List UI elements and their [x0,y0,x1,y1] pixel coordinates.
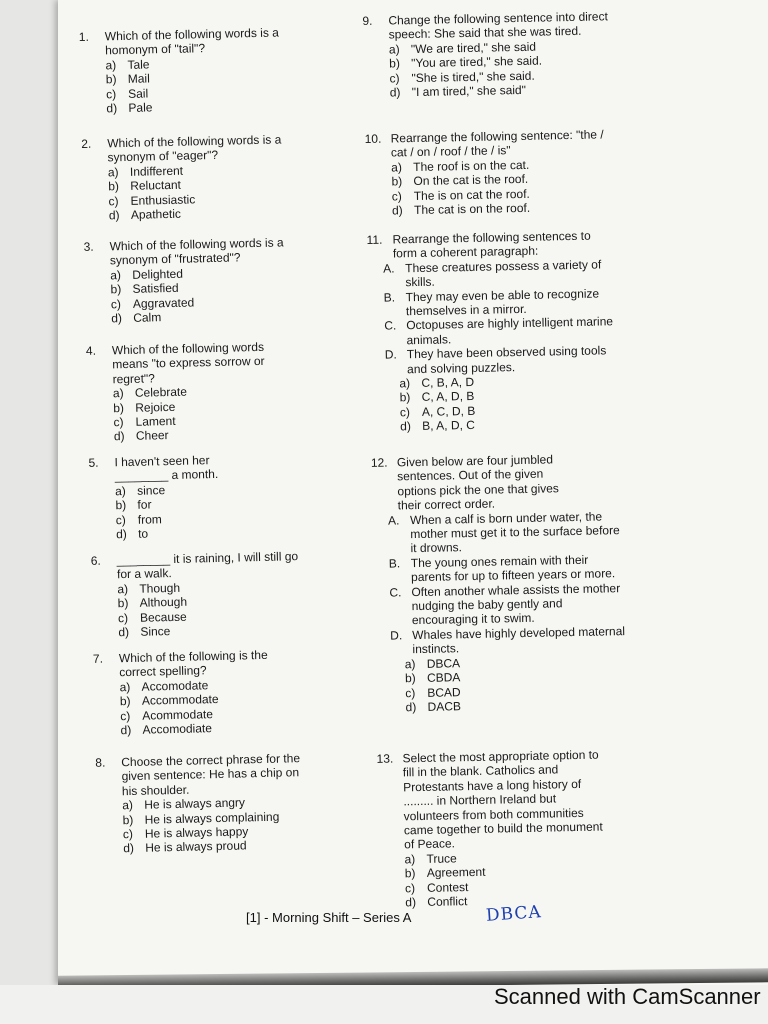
option-text: Accommodate [141,692,219,708]
sentence-letter: C. [384,318,397,334]
sentence-letter: A. [383,261,395,276]
camscanner-watermark: Scanned with CamScanner [494,984,761,1009]
question-block [88,450,340,542]
option-text: Agreement [426,865,486,881]
option-text: Satisfied [132,281,179,297]
sentence-letter: D. [390,628,403,643]
question-stem: Change the following sentence into direct speech: She said that she was tired. [388,9,608,42]
question-block [83,234,335,326]
question-stem: Which of the following words is a synonym of "eager"? [107,132,282,165]
option-text: Pale [128,100,153,115]
option-letter: d) [123,841,135,856]
option-letter: c) [105,86,117,102]
option-text: Calm [133,310,162,325]
question-stem: Which of the following is the correct spelling? [118,647,268,680]
jumbled-sentence [384,314,625,347]
option-letter: b) [105,72,117,87]
question-block [86,338,338,444]
option-letter: d) [405,699,417,715]
question-number: 10. [364,131,382,146]
option-letter: a) [114,483,126,499]
option-letter: a) [404,656,416,671]
option-text: "You are tired," she said. [411,53,543,71]
option-letter: a) [117,581,129,597]
option-text: Truce [426,851,457,866]
option-letter: d) [108,208,120,223]
option-text: Though [139,580,181,596]
jumbled-sentence [389,581,630,629]
jumbled-sentence [383,257,624,290]
option-letter: b) [391,174,403,189]
option-text: CBDA [426,670,461,685]
question-number: 1. [78,29,90,44]
option-letter: c) [391,188,402,204]
question-stem: Select the most appropriate option to fill in the blank. Catholics and Protestants have a long history of ......... in Northern Ireland but volunteers from both communities came together to build the monument of Peace. [402,747,603,852]
question-stem: Which of the following words is a homonym of "tail"? [104,25,280,58]
option-letter: c) [389,70,400,86]
question-number: 3. [83,239,94,254]
option-letter: c) [113,415,124,430]
option-text: "She is tired," she said. [411,68,535,85]
jumbled-sentence [384,286,625,319]
question-number: 2. [81,136,92,151]
option-letter: a) [107,164,119,180]
option-letter: b) [110,282,122,297]
option-letter: a) [404,851,416,867]
question-stem: I haven't seen her ________ a month. [114,453,219,484]
option-letter: c) [117,610,129,625]
option-letter: b) [117,596,129,611]
option-text: Acommodate [142,706,214,723]
question-block [93,646,345,738]
option-letter: d) [389,85,401,100]
question-block [366,228,626,435]
question-stem: Which of the following words is a synonym of "frustrated"? [109,235,284,268]
page-footer: [1] - Morning Shift – Series A [246,910,412,925]
sentence-letter: B. [383,290,396,305]
option-letter: b) [119,694,131,709]
jumbled-sentence [390,624,631,657]
question-number: 11. [366,232,383,247]
option-text: Reluctant [130,177,182,194]
option-letter: c) [115,512,126,527]
sentence-text: They may even be able to recognize themselves in a mirror. [405,286,600,319]
sentence-text: When a calf is born under water, the mother must get it to the surface before it drowns. [409,509,620,556]
option-text: The cat is on the roof. [413,200,531,218]
option-text: Celebrate [134,384,188,401]
option-text: Apathetic [130,206,182,222]
option-letter: d) [115,527,127,542]
option-text: He is always angry [144,795,246,812]
option-letter: a) [110,267,122,283]
sentence-text: They have been observed using tools and solving puzzles. [406,343,607,376]
question-stem-row [376,747,634,853]
option-letter: b) [115,498,127,513]
sentence-text: These creatures possess a variety of skills. [405,257,602,290]
question-stem: Which of the following words means "to express sorrow or regret"? [111,339,265,387]
option-letter: b) [113,400,125,415]
option-text: C, B, A, D [421,374,475,390]
option-text: Conflict [427,894,468,909]
option-letter: d) [391,203,403,218]
option-letter: c) [110,296,122,311]
question-stem-row [86,338,337,387]
question-stem: Choose the correct phrase for the given sentence: He has a chip on his shoulder. [121,751,301,799]
sentence-text: Whales have highly developed maternal instincts. [412,623,626,657]
option-text: Enthusiastic [130,192,196,208]
option-letter: c) [122,827,134,842]
jumbled-sentence [388,509,629,557]
question-number: 5. [88,455,99,470]
option-text: The roof is on the cat. [413,157,530,174]
option-text: He is always complaining [144,809,280,827]
question-block [376,747,635,910]
option-text: BCAD [427,684,461,700]
option-text: A, C, D, B [421,403,476,419]
option-text: Tale [127,57,150,72]
sentence-letter: D. [384,347,397,362]
question-block [81,131,333,223]
question-stem-row [371,451,628,514]
option-letter: b) [404,866,416,881]
option-letter: c) [120,708,131,723]
sentence-text: Often another whale assists the mother nudging the baby gently and encouraging it to swim. [411,580,621,628]
option-text: to [137,526,149,541]
question-stem: Given below are four jumbled sentences. Out of the given options pick the one that gives their correct order. [396,452,559,513]
option-letter: d) [118,625,130,640]
option-text: Indifferent [129,163,184,179]
sentence-text: Octopuses are highly intelligent marine animals. [406,314,614,348]
question-block [79,24,331,116]
option-text: DBCA [426,655,461,671]
option-text: B, A, D, C [422,418,476,434]
option-text: Cheer [135,428,169,444]
option-letter: b) [389,56,401,71]
sentence-letter: B. [388,556,401,571]
option-letter: a) [122,798,134,813]
option-letter: c) [108,193,119,208]
option-text: Accomodiate [142,721,213,737]
option-text: Because [139,609,187,625]
option-letter: a) [388,42,400,57]
option-text: Rejoice [135,399,176,415]
option-text: C, A, D, B [421,389,475,405]
question-number: 13. [376,751,394,766]
option-letter: d) [106,101,118,116]
option-text: "I am tired," she said" [411,82,527,100]
option-letter: b) [404,671,416,686]
option-letter: d) [113,429,125,444]
option-letter: d) [120,723,132,738]
option-letter: c) [399,405,411,420]
option-text: He is always proud [145,838,247,856]
option-text: Contest [426,879,469,895]
question-number: 9. [362,13,373,28]
option-text: from [137,511,162,527]
option-text: Mail [127,71,150,87]
question-number: 7. [92,651,104,666]
option-letter: a) [112,386,124,401]
question-stem: ________ it is raining, I will still go for a walk. [116,549,299,582]
option-text: Although [139,594,188,610]
question-number: 12. [370,455,388,470]
option-text: On the cat is the roof. [413,172,529,189]
option-text: Accomodate [141,678,209,694]
option-text: for [137,497,152,512]
option-letter: a) [399,376,411,391]
option-letter: d) [400,419,412,434]
question-block [95,750,347,856]
jumbled-sentence [389,552,630,585]
option-letter: b) [122,812,134,827]
sentence-letter: C. [389,585,402,600]
handwritten-answer: DBCA [485,902,543,926]
option-letter: d) [111,311,123,326]
question-block [362,9,620,100]
question-stem: Rearrange the following sentence: "the / cat / on / roof / the / is" [390,127,604,160]
sentence-letter: A. [387,513,400,528]
question-number: 4. [85,343,97,358]
question-number: 8. [95,755,106,770]
option-letter: c) [404,880,416,895]
sentence-text: The young ones remain with their parents for up to fifteen years or more. [410,552,616,585]
question-block [365,127,623,218]
option-text: He is always happy [144,824,249,841]
option-letter: c) [405,685,416,700]
option-text: Aggravated [132,295,195,311]
option-text: DACB [427,699,462,714]
option-letter: d) [405,895,417,910]
option-letter: a) [105,57,117,73]
question-block [371,451,632,715]
option-text: Delighted [132,266,184,282]
option-text: Sail [127,86,149,101]
option-text: Lament [135,413,176,429]
option-letter: b) [399,390,411,405]
question-number: 6. [90,553,101,568]
question-stem: Rearrange the following sentences to form a coherent paragraph: [392,228,591,261]
option-letter: b) [108,179,120,194]
option-letter: a) [391,160,403,175]
question-stem-row [95,750,346,799]
option-letter: a) [119,679,131,695]
option-text: The is on cat the roof. [413,186,530,203]
question-block [91,548,343,640]
option-text: Since [140,624,171,639]
option-text: since [136,482,166,498]
option-text: "We are tired," she said [410,39,537,56]
jumbled-sentence [385,343,626,376]
